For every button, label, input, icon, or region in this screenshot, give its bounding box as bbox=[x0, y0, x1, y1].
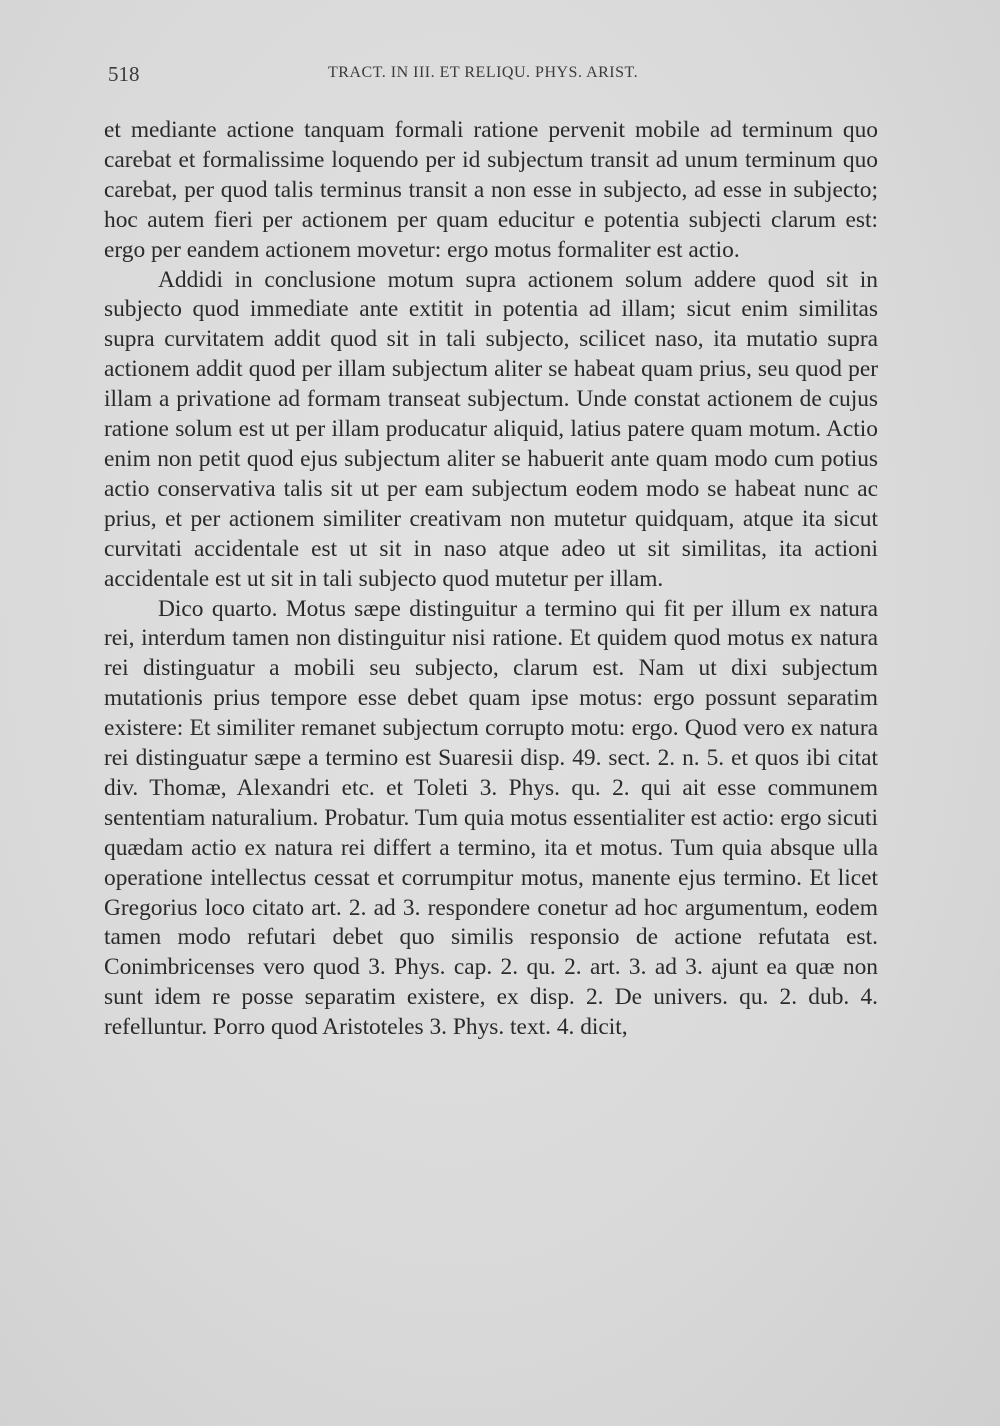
body-text bbox=[104, 116, 878, 1043]
paragraph-addidi bbox=[104, 266, 878, 595]
paragraph-text: Addidi in conclusione motum supra actionem solum addere quod sit in subjecto quod immediate ante extitit in potentia ad illam; sicut enim similitas supra curvitatem addit quod sit in tali subjecto, scilicet naso, ita mutatio supra actionem addit quod per illam subjectum aliter se habeat quam prius, seu quod per illam a privatione ad formam transeat subjectum. Unde constat actionem de cujus ratione solum est ut per illam producatur aliquid, latius patere quam motum. Actio enim non petit quod ejus subjectum aliter se habuerit ante quam modo cum potius actio conservativa talis sit ut per eam subjectum eodem modo se habeat nunc ac prius, et per actionem similiter creativam non mutetur quidquam, atque ita sicut curvitati accidentale est ut sit in naso atque adeo ut sit similitas, ita actioni accidentale est ut sit in tali subjecto quod mutetur per illam. bbox=[104, 266, 878, 592]
running-title: TRACT. IN III. ET RELIQU. PHYS. ARIST. bbox=[328, 64, 639, 81]
paragraph-dico-quarto: Dico quarto. Motus sæpe distinguitur a termino qui fit per illum ex natura rei, interdum tamen non distinguitur nisi ratione. Et quidem quod motus ex natura rei distinguatur a mobili seu subjecto, clarum est. Nam ut dixi subjectum mutationis prius tempore esse debet quam ipse motus: ergo possunt separatim existere: Et similiter remanet subjectum corrupto motu: ergo. Quod vero ex natura rei distinguatur sæpe a termino est Suaresii disp. 49. sect. 2. n. 5. et quos ibi citat div. Thomæ, Alexandri etc. et Toleti 3. Phys. qu. 2. qui ait esse communem sententiam naturalium. Probatur. Tum quia motus essentialiter est actio: ergo sicuti quædam actio ex natura rei differt a termino, ita et motus. Tum quia absque ulla operatione intellectus cessat et corrumpitur motus, manente ejus termino. Et licet Gregorius loco citato art. 2. ad 3. respondere conetur ad hoc argumentum, eodem tamen modo refutari debet quo similis responsio de actione refutata est. Conimbricenses vero quod 3. Phys. cap. 2. qu. 2. art. 3. ad 3. ajunt ea quæ non sunt idem re posse separatim existere, ex disp. 2. De univers. qu. 2. dub. 4. refelluntur. Porro quod Aristoteles 3. Phys. text. 4. dicit, bbox=[104, 595, 878, 1041]
running-head bbox=[108, 62, 878, 88]
page-number: 518 bbox=[108, 62, 140, 86]
paragraph-continuation: et mediante actione tanquam formali ratione pervenit mobile ad terminum quo carebat et formalissime loquendo per id subjectum transit ad unum terminum quo carebat, per quod talis terminus transit a non esse in subjecto, ad esse in subjecto; hoc autem fieri per actionem per quam educitur e potentia subjecti clarum est: ergo per eandem actionem movetur: ergo motus formaliter est actio. bbox=[104, 117, 878, 263]
